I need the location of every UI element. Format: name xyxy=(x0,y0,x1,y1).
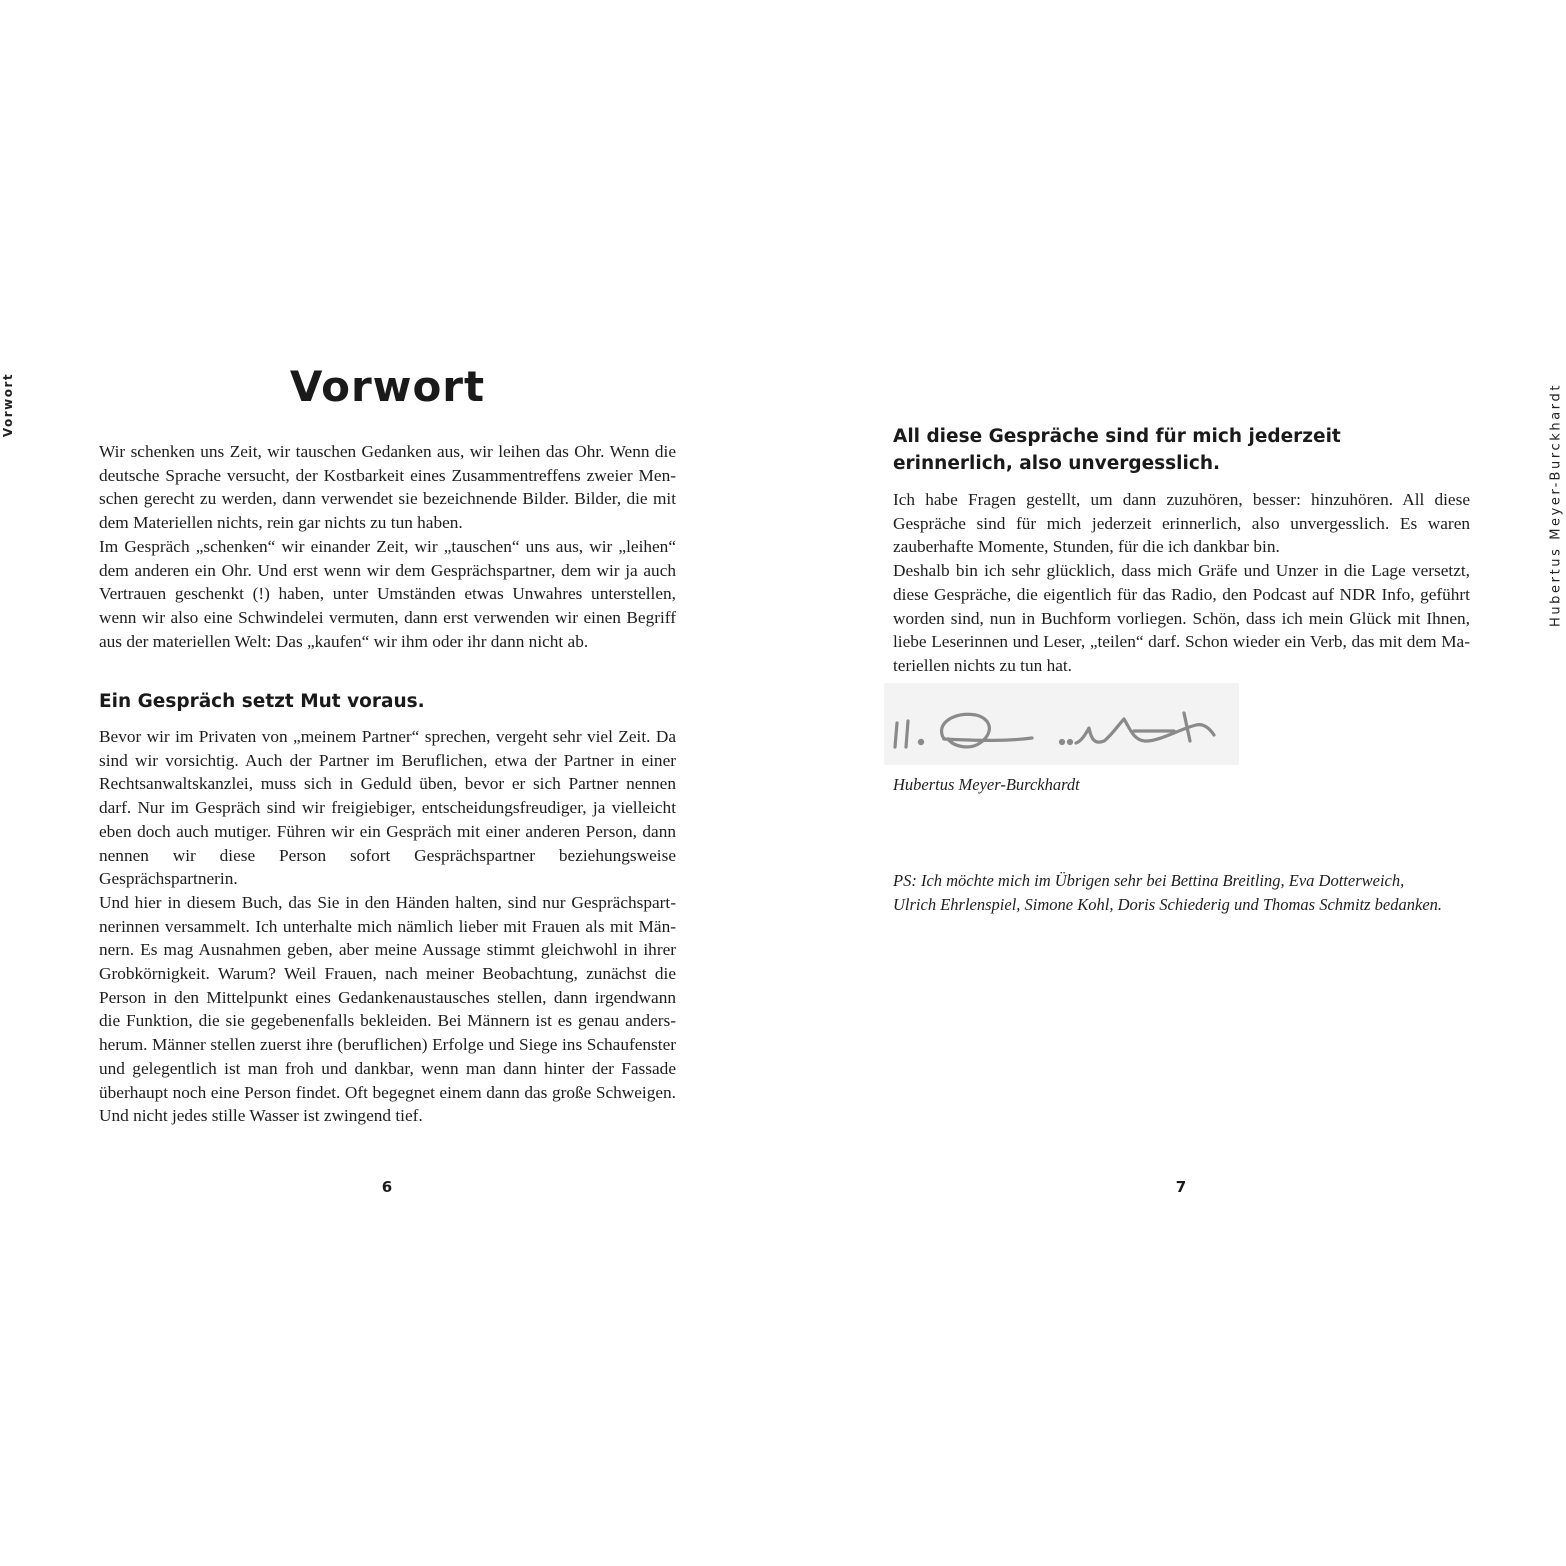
section-paragraph-2: Und hier in diesem Buch, das Sie in den Händen halten, sind nur Gesprächspartnerinnen versammelt. Ich unterhalte mich nämlich lieber mit Frauen als mit Männern. Es mag Ausnahmen geben, aber meine Aussage stimmt gleichwohl in ihrer Grobkörnigkeit. Warum? Weil Frauen, nach meiner Beobachtung, zunächst die Person in den Mittelpunkt eines Gedankenaustausches stellen, dann irgendwann die Funktion, die sie gegebenenfalls bekleiden. Bei Männern ist es genau andersherum. Männer stellen zuerst ihre (beruflichen) Erfolge und Siege ins Schaufenster und gelegentlich ist man froh und dankbar, wenn man dann hinter der Fassade überhaupt noch eine Person findet. Oft begegnet einem dann das große Schweigen. Und nicht jedes stille Wasser ist zwingend tief. xyxy=(99,892,676,1126)
right-heading xyxy=(893,423,1470,477)
section-paragraph-1: Bevor wir im Privaten von „meinem Partner“ sprechen, vergeht sehr viel Zeit. Da sind wir vorsichtig. Auch der Partner im Beruflichen, etwa der Partner in einer Rechtsanwaltskanzlei, muss sich in Geduld üben, bevor er sich Partner nennen darf. Nur im Gespräch sind wir freigiebiger, entscheidungsfreudiger, ja vielleicht eben doch auch mutiger. Führen wir ein Gespräch mit einer anderen Person, dann nennen wir diese Person sofort Gesprächspartner beziehungsweise Gesprächspartnerin. xyxy=(99,727,676,889)
right-paragraph-1: Ich habe Fragen gestellt, um dann zuzuhören, besser: hinzuhören. All diese Gespräche sind für mich jederzeit erinnerlich, also unvergesslich. Es waren zauberhafte Momente, Stunden, für die ich dankbar bin. xyxy=(893,490,1470,557)
postscript-line-1: PS: Ich möchte mich im Übrigen sehr bei Bettina Breitling, Eva Dotterweich, xyxy=(893,871,1405,890)
handwritten-signature xyxy=(884,683,1239,765)
postscript-line-2: Ulrich Ehrlenspiel, Simone Kohl, Doris Schiederig und Thomas Schmitz bedanken. xyxy=(893,894,1443,914)
intro-text xyxy=(99,440,676,653)
running-head-left: Vorwort xyxy=(1,372,15,438)
page-number-right: 7 xyxy=(1175,1178,1187,1196)
signature-name: Hubertus Meyer-Burckhardt xyxy=(893,775,1080,794)
intro-paragraph-2: Im Gespräch „schenken“ wir einander Zeit, wir „tauschen“ uns aus, wir „leihen“ dem anderen ein Ohr. Und erst wenn wir dem Gesprächspartner, dem wir ja auch Vertrauen geschenkt (!) haben, unter Umständen etwas Unwahres unterstellen, wenn wir also eine Schwindelei vermuten, dann erst verwenden wir einen Begriff aus der materiellen Welt: Das „kaufen“ wir ihm oder ihr dann nicht ab. xyxy=(99,536,676,651)
page-number-left: 6 xyxy=(381,1178,393,1196)
right-paragraph-2: Deshalb bin ich sehr glücklich, dass mich Gräfe und Unzer in die Lage versetzt, diese Gespräche, die eigentlich für das Radio, den Podcast auf NDR Info, geführt worden sind, nun in Buchform vorliegen. Schön, dass ich mein Glück mit Ihnen, liebe Leserinnen und Leser, „teilen“ darf. Schon wieder ein Verb, das mit dem Materiellen nichts zu tun hat. xyxy=(893,561,1470,675)
right-heading-line-1: All diese Gespräche sind für mich jederzeit xyxy=(893,426,1341,447)
section-text xyxy=(99,725,676,1128)
postscript xyxy=(893,869,1470,916)
intro-paragraph-1: Wir schenken uns Zeit, wir tauschen Gedanken aus, wir leihen das Ohr. Wenn die deutsche Sprache versucht, der Kostbarkeit eines Zusammentreffens zweier Menschen gerecht zu werden, dann verwendet sie bezeichnende Bilder. Bilder, die mit dem Materiellen nichts, rein gar nichts zu tun haben. xyxy=(99,442,676,533)
section-heading: Ein Gespräch setzt Mut voraus. xyxy=(99,691,425,712)
page-title: Vorwort xyxy=(289,362,486,411)
running-head-right: Hubertus Meyer-Burckhardt xyxy=(1548,382,1564,628)
right-heading-line-2: erinnerlich, also unvergesslich. xyxy=(893,453,1221,474)
right-text xyxy=(893,488,1470,678)
